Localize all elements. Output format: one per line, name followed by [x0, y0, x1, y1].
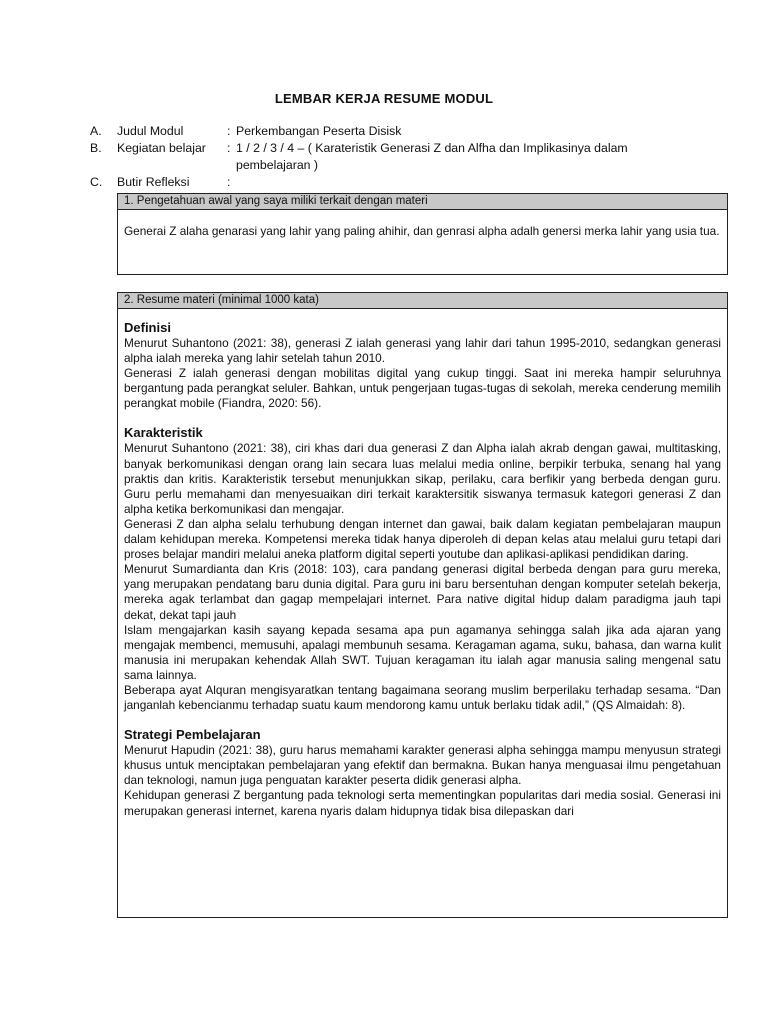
- resume-heading: 2. Resume materi (minimal 1000 kata): [118, 293, 727, 309]
- meta-row-judul-modul: [90, 123, 690, 140]
- meta-value: Perkembangan Peserta Disisk: [236, 124, 402, 138]
- page-title: LEMBAR KERJA RESUME MODUL: [274, 91, 494, 106]
- resume-body: [118, 309, 727, 819]
- meta-label: Judul Modul: [117, 124, 184, 138]
- meta-letter: C.: [90, 175, 103, 189]
- meta-row-kegiatan-belajar: [90, 140, 690, 174]
- section-title-definisi: Definisi: [124, 320, 171, 335]
- paragraph: Islam mengajarkan kasih sayang kepada sesama apa pun agamanya sehingga salah jika ada ajaran yang mengajak membenci, memusuhi, apalagi membunuh sesama. Keragaman agama, suku, bahasa, dan warna kulit manusia ini merupakan kehendak Allah SWT. Tujuan keragaman itu ialah agar manusia saling mengenal satu sama lainnya.: [124, 622, 721, 682]
- paragraph: Menurut Suhantono (2021: 38), generasi Z ialah generasi yang lahir dari tahun 1995-2010, sedangkan generasi alpha ialah mereka yang lahir setelah tahun 2010.: [124, 336, 721, 366]
- meta-letter: B.: [90, 141, 102, 155]
- meta-value: 1 / 2 / 3 / 4 – ( Karateristik Generasi Z dan Alfha dan Implikasinya dalam pembelajaran ): [236, 141, 628, 172]
- paragraph: Beberapa ayat Alquran mengisyaratkan tentang bagaimana seorang muslim berperilaku terhadap sesama. “Dan janganlah kebencianmu terhadap suatu kaum mendorong kamu untuk berlaku tidak adil,” (QS Almaidah: 8).: [124, 682, 721, 713]
- meta-letter: A.: [90, 124, 102, 138]
- prior-knowledge-text: Generai Z alaha genarasi yang lahir yang paling ahihir, dan genrasi alpha adalh genersi merka lahir yang usia tua.: [124, 224, 720, 238]
- paragraph: Menurut Suhantono (2021: 38), ciri khas dari dua generasi Z dan Alpha ialah akrab dengan gawai, multitasking, banyak berkomunikasi dengan orang lain secara luas melalui media online, berpikir terbuka, senang hal yang praktis dan kritis. Karakteristik tersebut menunjukkan sikap, perilaku, cara berfikir yang berbeda dengan guru. Guru perlu memahami dan menyesuaikan diri terkait karaktersitik siswanya termasuk kategori generasi Z dan alpha ketika berkomunikasi dan mengajar.: [124, 441, 721, 516]
- meta-value: [236, 174, 690, 191]
- meta-row-butir-refleksi: [90, 174, 690, 191]
- paragraph: Menurut Sumardianta dan Kris (2018: 103), cara pandang generasi digital berbeda dengan para guru mereka, yang merupakan pendatang baru dunia digital. Para guru ini baru bersentuhan dengan komputer setelah bekerja, mereka agak terlambat dan gagap mempelajari internet. Para native digital hidup dalam paradigma jauh tapi dekat, dekat tapi jauh: [124, 562, 721, 622]
- prior-knowledge-heading: 1. Pengetahuan awal yang saya miliki terkait dengan materi: [118, 194, 727, 210]
- meta-colon: :: [227, 141, 231, 155]
- meta-label: Kegiatan belajar: [117, 141, 206, 155]
- meta-colon: :: [227, 175, 231, 189]
- section-title-karakteristik: Karakteristik: [124, 425, 203, 441]
- section-title-strategi-pembelajaran: Strategi Pembelajaran: [124, 727, 261, 743]
- resume-box: [117, 292, 728, 918]
- prior-knowledge-box: [117, 193, 728, 275]
- module-info: [90, 123, 690, 191]
- paragraph: Generasi Z dan alpha selalu terhubung dengan internet dan gawai, baik dalam kegiatan pembelajaran maupun dalam kehidupan mereka. Kompetensi mereka tidak hanya diperoleh di depan kelas atau melalui guru tetapi dari proses belajar mandiri melalui aneka platform digital seperti youtube dan aplikasi-aplikasi pendidikan daring.: [124, 516, 721, 562]
- paragraph: Generasi Z ialah generasi dengan mobilitas digital yang cukup tinggi. Saat ini mereka hampir seluruhnya bergantung pada perangkat seluler. Bahkan, untuk pengerjaan tugas-tugas di sekolah, mereka cenderung memilih perangkat mobile (Fiandra, 2020: 56).: [124, 366, 721, 411]
- meta-colon: :: [227, 124, 231, 138]
- meta-label: Butir Refleksi: [117, 175, 190, 189]
- paragraph: Kehidupan generasi Z bergantung pada teknologi serta mementingkan popularitas dari media sosial. Generasi ini merupakan generasi internet, karena nyaris dalam hidupnya tidak bisa dilepaskan dari: [124, 788, 721, 818]
- paragraph: Menurut Hapudin (2021: 38), guru harus memahami karakter generasi alpha sehingga mampu menyusun strategi khusus untuk menciptakan pembelajaran yang efektif dan bermakna. Bukan hanya menguasai ilmu pengetahuan dan teknologi, namun juga penguatan karakter peserta didik generasi alpha.: [124, 743, 721, 788]
